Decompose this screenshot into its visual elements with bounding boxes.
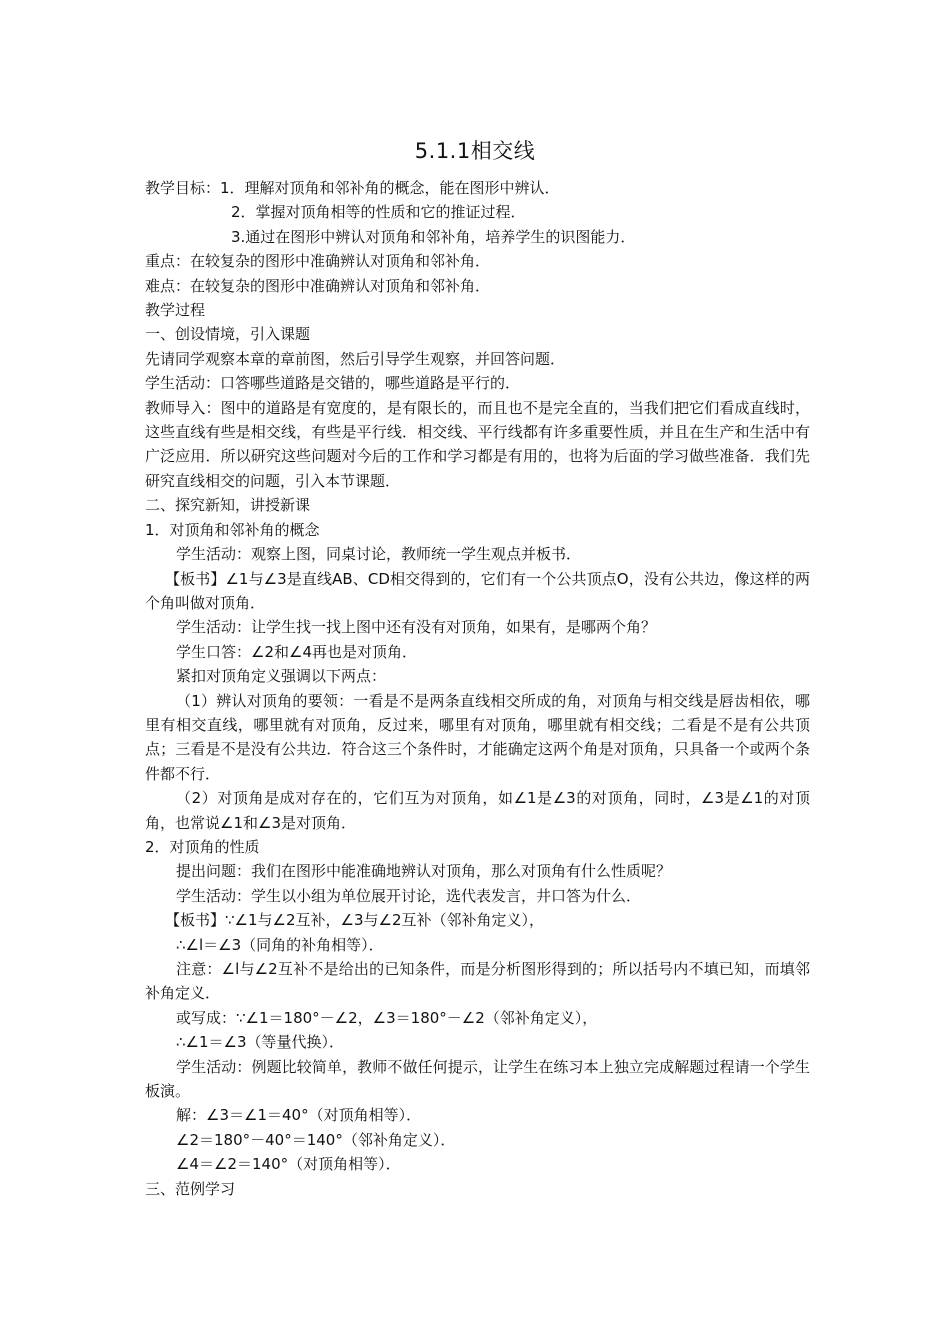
paragraph: （2）对顶角是成对存在的，它们互为对顶角，如∠1是∠3的对顶角，同时，∠3是∠1的对顶角，也常说∠1和∠3是对顶角．: [145, 789, 810, 832]
page-title: 5.1.1相交线: [414, 139, 536, 163]
paragraph: 学生活动：让学生找一找上图中还有没有对顶角，如果有，是哪两个角？: [176, 618, 657, 637]
paragraph: （1）辨认对顶角的要领：一看是不是两条直线相交所成的角，对顶角与相交线是唇齿相依，哪里有相交直线，哪里就有对顶角，反过来，哪里有对顶角，哪里就有相交线；二看是不是有公共顶点；三看是不是没有公共边．符合这三个条件时，才能确定这两个角是对顶角，只具备一个或两个条件都不行．: [145, 691, 810, 783]
board-note: 【板书】∠1与∠3是直线AB、CD相交得到的，它们有一个公共顶点O，没有公共边，像这样的两个角叫做对顶角．: [145, 569, 810, 612]
paragraph: 学生活动：口答哪些道路是交错的，哪些道路是平行的．: [145, 374, 521, 393]
board-note: 【板书】∵∠1与∠2互补，∠3与∠2互补（邻补角定义），: [165, 911, 545, 930]
teaching-goal-1: 教学目标：1．理解对顶角和邻补角的概念，能在图形中辨认．: [145, 179, 560, 197]
section-heading-3: 三、范例学习: [145, 1179, 236, 1198]
solution-line: ∠2＝180°－40°＝140°（邻补角定义）．: [176, 1130, 456, 1149]
solution-line: ∠4＝∠2＝140°（对顶角相等）．: [176, 1155, 401, 1174]
process-heading: 教学过程: [145, 301, 206, 320]
lesson-body: [145, 176, 810, 1201]
teaching-goal-2: 2．掌握对顶角相等的性质和它的推证过程．: [231, 203, 526, 222]
subheading-2: 2．对顶角的性质: [145, 837, 260, 856]
proof-line: ∴∠1＝∠3（等量代换）．: [176, 1033, 345, 1052]
paragraph: 或写成：∵∠1＝180°－∠2，∠3＝180°－∠2（邻补角定义），: [176, 1008, 598, 1027]
paragraph: 学生活动：学生以小组为单位展开讨论，选代表发言，井口答为什么．: [176, 886, 642, 905]
paragraph: 先请同学观察本章的章前图，然后引导学生观察，并回答问题．: [145, 349, 566, 368]
difficulty-point: 难点：在较复杂的图形中准确辨认对顶角和邻补角．: [145, 276, 491, 295]
solution-line: 解：∠3＝∠1＝40°（对顶角相等）．: [176, 1106, 422, 1125]
key-point: 重点：在较复杂的图形中准确辨认对顶角和邻补角．: [145, 252, 491, 271]
paragraph: 教师导入：图中的道路是有宽度的，是有限长的，而且也不是完全直的，当我们把它们看成直线时，这些直线有些是相交线，有些是平行线．相交线、平行线都有许多重要性质，并且在生产和生活中有广泛应用．所以研究这些问题对今后的工作和学习都是有用的，也将为后面的学习做些准备．我们先研究直线相交的问题，引入本节课题．: [145, 398, 810, 490]
paragraph: 注意：∠l与∠2互补不是给出的已知条件，而是分析图形得到的；所以括号内不填已知，而填邻补角定义．: [145, 960, 810, 1003]
section-heading-2: 二、探究新知，讲授新课: [145, 496, 311, 515]
paragraph: 紧扣对顶角定义强调以下两点：: [176, 667, 387, 686]
paragraph: 学生活动：观察上图，同桌讨论，教师统一学生观点并板书．: [176, 545, 582, 564]
paragraph: 学生活动：例题比较简单，教师不做任何提示，让学生在练习本上独立完成解题过程请一个学生板演。: [145, 1057, 810, 1101]
paragraph: 学生口答：∠2和∠4再也是对顶角．: [176, 642, 417, 661]
subheading-1: 1．对顶角和邻补角的概念: [145, 520, 320, 539]
teaching-goal-3: 3.通过在图形中辨认对顶角和邻补角，培养学生的识图能力．: [231, 227, 636, 246]
section-heading-1: 一、创设情境，引入课题: [145, 325, 311, 344]
proof-line: ∴∠l＝∠3（同角的补角相等）．: [176, 935, 384, 954]
paragraph: 提出问题：我们在图形中能准确地辨认对顶角，那么对顶角有什么性质呢？: [176, 862, 672, 881]
